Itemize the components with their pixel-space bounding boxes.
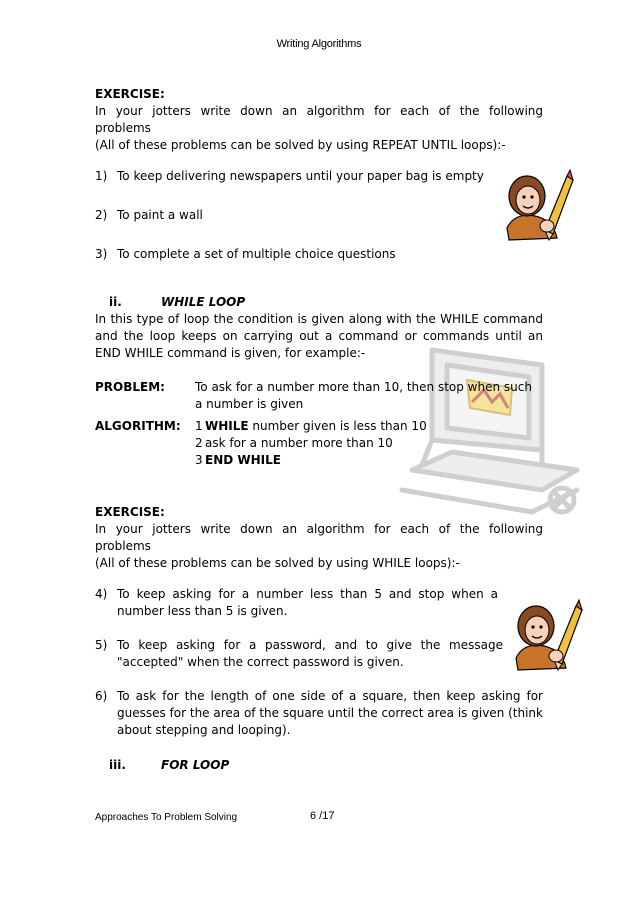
section-title: FOR LOOP (161, 758, 230, 772)
exercise-note: (All of these problems can be solved by using WHILE loops):- (95, 556, 460, 570)
page-content (95, 86, 543, 774)
algorithm-step: 1 WHILE number given is less than 10 (195, 419, 427, 433)
exercise-intro: In your jotters write down an algorithm for each of the following (95, 522, 543, 536)
list-item (95, 246, 543, 263)
item-number: 5) (95, 638, 108, 652)
section-numeral: iii. (109, 758, 126, 772)
item-text: To paint a wall (117, 208, 203, 222)
section-numeral: ii. (109, 295, 122, 309)
section-title: WHILE LOOP (161, 295, 246, 309)
list-item (95, 688, 543, 739)
item-number: 2) (95, 208, 108, 222)
item-text: To keep asking for a number less than 5 and stop when a number less than 5 is given. (117, 587, 498, 618)
item-number: 3) (95, 247, 108, 261)
page-header: Writing Algorithms (276, 38, 362, 50)
algorithm-step: 3 END WHILE (195, 453, 281, 467)
section-heading-while (95, 294, 543, 311)
list-item (95, 637, 543, 671)
exercise-intro: In your jotters write down an algorithm for each of the following (95, 104, 543, 118)
footer-doc-title: Approaches To Problem Solving (95, 812, 238, 823)
problem-text: To ask for a number more than 10, then stop when such a number is given (195, 380, 532, 411)
item-number: 1) (95, 169, 108, 183)
item-number: 6) (95, 689, 108, 703)
algorithm-step: 2 ask for a number more than 10 (195, 436, 393, 450)
problem-label: PROBLEM: (95, 380, 165, 394)
page-number: 6 /17 (310, 810, 335, 822)
exercise-intro-cont: problems (95, 121, 151, 135)
while-description: In this type of loop the condition is given along with the WHILE command and the loop keeps on carrying out a command or commands until an END WHILE command is given, for example:- (95, 312, 543, 360)
item-text: To complete a set of multiple choice questions (117, 247, 396, 261)
item-number: 4) (95, 587, 108, 601)
exercise-note: (All of these problems can be solved by using REPEAT UNTIL loops):- (95, 138, 506, 152)
list-item (95, 586, 543, 620)
section-heading-for (95, 757, 543, 774)
item-text: To keep delivering newspapers until your paper bag is empty (117, 169, 484, 183)
exercise-heading: EXERCISE: (95, 87, 165, 101)
list-item (95, 168, 543, 185)
list-item (95, 207, 543, 224)
problem-block (95, 379, 543, 413)
algorithm-label: ALGORITHM: (95, 419, 181, 433)
exercise-intro-cont: problems (95, 539, 151, 553)
algorithm-block (95, 418, 543, 469)
item-text: To keep asking for a password, and to give the message "accepted" when the correct password is given. (117, 638, 503, 669)
exercise-heading: EXERCISE: (95, 505, 165, 519)
item-text: To ask for the length of one side of a square, then keep asking for guesses for the area of the square until the correct area is given (think about stepping and looping). (117, 689, 543, 737)
